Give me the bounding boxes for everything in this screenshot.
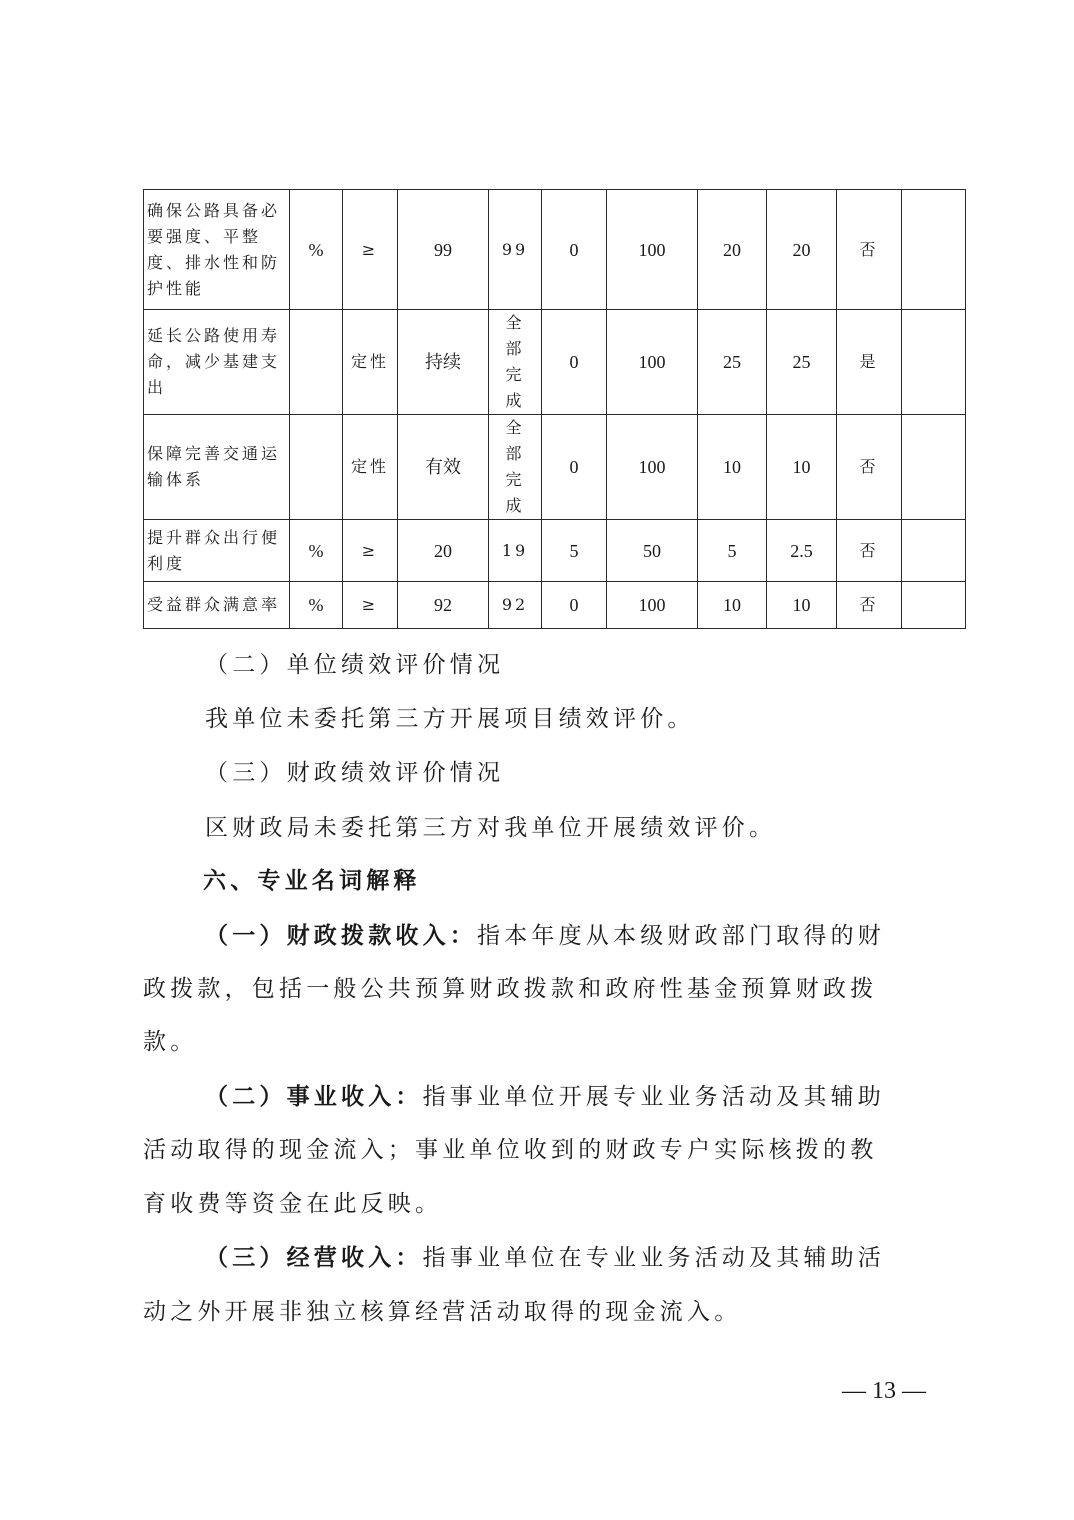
cell-flag: 否 bbox=[837, 415, 902, 520]
cell-flag: 否 bbox=[837, 582, 902, 629]
cell-min: 0 bbox=[542, 310, 607, 415]
table-row bbox=[144, 190, 966, 310]
cell-max: 50 bbox=[607, 520, 698, 582]
cell-min: 5 bbox=[542, 520, 607, 582]
cell-target: 99 bbox=[398, 190, 489, 310]
cell-score: 10 bbox=[767, 415, 837, 520]
table-row bbox=[144, 310, 966, 415]
term3-label: （三）经营收入： bbox=[205, 1244, 423, 1271]
cell-indicator: 延长公路使用寿命，减少基建支出 bbox=[144, 310, 290, 415]
cell-actual: 92 bbox=[489, 582, 542, 629]
cell-weight: 10 bbox=[698, 582, 767, 629]
cell-indicator: 确保公路具备必要强度、平整度、排水性和防护性能 bbox=[144, 190, 290, 310]
term1-label: （一）财政拨款收入： bbox=[205, 922, 477, 949]
finance-eval-text: 区财政局未委托第三方对我单位开展绩效评价。 bbox=[205, 815, 777, 841]
cell-min: 0 bbox=[542, 415, 607, 520]
cell-target: 有效 bbox=[398, 415, 489, 520]
cell-indicator: 受益群众满意率 bbox=[144, 582, 290, 629]
cell-actual: 全部完成 bbox=[489, 415, 542, 520]
cell-weight: 5 bbox=[698, 520, 767, 582]
cell-operator: ≥ bbox=[343, 582, 398, 629]
term1-first-line bbox=[205, 917, 885, 950]
term1-line3: 款。 bbox=[143, 1029, 198, 1055]
term2-first-line bbox=[205, 1078, 885, 1111]
cell-flag: 是 bbox=[837, 310, 902, 415]
cell-actual: 99 bbox=[489, 190, 542, 310]
cell-flag: 否 bbox=[837, 190, 902, 310]
unit-eval-heading: （二）单位绩效评价情况 bbox=[205, 652, 505, 678]
cell-target: 持续 bbox=[398, 310, 489, 415]
cell-score: 25 bbox=[767, 310, 837, 415]
cell-unit: % bbox=[290, 190, 343, 310]
cell-remark bbox=[902, 310, 966, 415]
term3-first-line bbox=[205, 1239, 885, 1272]
cell-max: 100 bbox=[607, 415, 698, 520]
cell-unit bbox=[290, 415, 343, 520]
cell-score: 2.5 bbox=[767, 520, 837, 582]
cell-operator: 定性 bbox=[343, 310, 398, 415]
term3-line2: 动之外开展非独立核算经营活动取得的现金流入。 bbox=[143, 1299, 742, 1325]
cell-remark bbox=[902, 520, 966, 582]
performance-indicator-table bbox=[143, 189, 966, 629]
term2-label: （二）事业收入： bbox=[205, 1083, 423, 1110]
cell-max: 100 bbox=[607, 582, 698, 629]
cell-max: 100 bbox=[607, 310, 698, 415]
glossary-heading: 六、专业名词解释 bbox=[203, 868, 421, 894]
table-row bbox=[144, 520, 966, 582]
cell-weight: 25 bbox=[698, 310, 767, 415]
cell-score: 20 bbox=[767, 190, 837, 310]
term1-line2: 政拨款，包括一般公共预算财政拨款和政府性基金预算财政拨 bbox=[143, 976, 878, 1002]
cell-unit bbox=[290, 310, 343, 415]
term2-line2: 活动取得的现金流入；事业单位收到的财政专户实际核拨的教 bbox=[143, 1137, 878, 1163]
term1-text: 指本年度从本级财政部门取得的财 bbox=[477, 923, 885, 949]
cell-weight: 10 bbox=[698, 415, 767, 520]
cell-target: 92 bbox=[398, 582, 489, 629]
cell-unit: % bbox=[290, 520, 343, 582]
term2-text: 指事业单位开展专业业务活动及其辅助 bbox=[422, 1084, 886, 1110]
cell-indicator: 保障完善交通运输体系 bbox=[144, 415, 290, 520]
term3-text: 指事业单位在专业业务活动及其辅助活 bbox=[422, 1245, 886, 1271]
cell-actual: 19 bbox=[489, 520, 542, 582]
cell-max: 100 bbox=[607, 190, 698, 310]
cell-unit: % bbox=[290, 582, 343, 629]
cell-target: 20 bbox=[398, 520, 489, 582]
cell-min: 0 bbox=[542, 190, 607, 310]
cell-operator: ≥ bbox=[343, 190, 398, 310]
cell-actual: 全部完成 bbox=[489, 310, 542, 415]
cell-weight: 20 bbox=[698, 190, 767, 310]
term2-line3: 育收费等资金在此反映。 bbox=[143, 1191, 443, 1217]
cell-remark bbox=[902, 415, 966, 520]
cell-remark bbox=[902, 582, 966, 629]
cell-operator: 定性 bbox=[343, 415, 398, 520]
cell-score: 10 bbox=[767, 582, 837, 629]
table-row bbox=[144, 415, 966, 520]
cell-flag: 否 bbox=[837, 520, 902, 582]
cell-min: 0 bbox=[542, 582, 607, 629]
cell-indicator: 提升群众出行便利度 bbox=[144, 520, 290, 582]
unit-eval-text: 我单位未委托第三方开展项目绩效评价。 bbox=[205, 706, 695, 732]
page-number: — 13 — bbox=[842, 1378, 926, 1404]
finance-eval-heading: （三）财政绩效评价情况 bbox=[205, 760, 505, 786]
table-row bbox=[144, 582, 966, 629]
cell-remark bbox=[902, 190, 966, 310]
cell-operator: ≥ bbox=[343, 520, 398, 582]
